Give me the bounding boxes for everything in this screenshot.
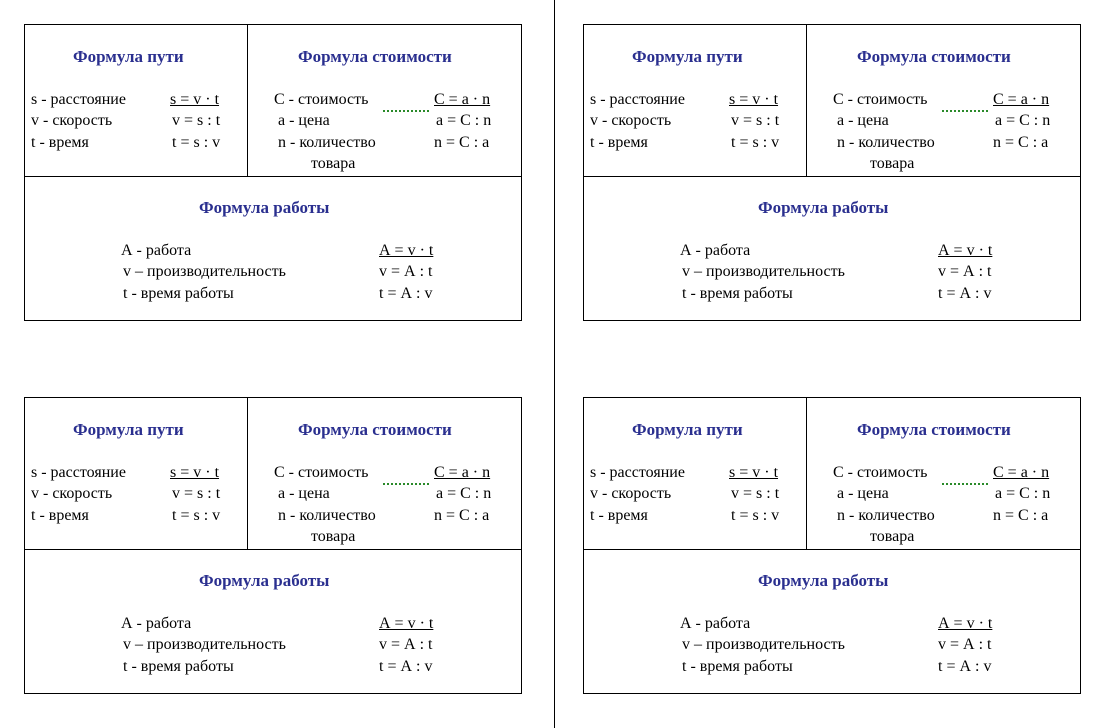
work-row-time-formula: t = А : v bbox=[379, 285, 433, 302]
path-row-speed-label: v - скорость bbox=[590, 485, 672, 502]
path-row-speed-formula: v = s : t bbox=[731, 485, 780, 502]
cost-row-goods-label: товара bbox=[870, 155, 915, 172]
cost-row-price-label: а - цена bbox=[837, 112, 889, 129]
cost-row-price-label: а - цена bbox=[278, 485, 330, 502]
cost-row-price-label: а - цена bbox=[837, 485, 889, 502]
cost-row-quantity-formula: n = C : a bbox=[434, 507, 490, 524]
work-row-productivity-label: v – производительность bbox=[123, 636, 286, 653]
cost-row-cost-formula: С = a · n bbox=[434, 464, 491, 481]
cost-row-goods-label: товара bbox=[311, 528, 356, 545]
column-divider bbox=[247, 398, 248, 549]
card-top-section bbox=[584, 398, 1080, 550]
path-row-distance-formula: s = v · t bbox=[170, 91, 220, 108]
path-row-distance-formula: s = v · t bbox=[170, 464, 220, 481]
work-formula-title: Формула работы bbox=[758, 198, 889, 217]
cost-formula-title: Формула стоимости bbox=[298, 47, 452, 66]
cost-row-cost-label: С - стоимость bbox=[833, 91, 928, 108]
formula-card bbox=[24, 397, 522, 694]
path-row-speed-formula: v = s : t bbox=[172, 485, 221, 502]
work-row-work-formula: А = v · t bbox=[938, 242, 993, 259]
work-formula-title: Формула работы bbox=[758, 571, 889, 590]
work-row-work-formula: А = v · t bbox=[938, 615, 993, 632]
cost-row-goods-label: товара bbox=[311, 155, 356, 172]
path-row-distance-formula: s = v · t bbox=[729, 464, 779, 481]
cost-row-cost-formula: С = a · n bbox=[993, 464, 1050, 481]
column-divider bbox=[806, 25, 807, 176]
path-row-time-formula: t = s : v bbox=[731, 507, 780, 524]
cost-formula-title: Формула стоимости bbox=[298, 420, 452, 439]
spellcheck-underline bbox=[942, 483, 988, 485]
work-row-time-label: t - время работы bbox=[123, 285, 234, 302]
path-row-speed-label: v - скорость bbox=[590, 112, 672, 129]
cost-row-price-formula: a = C : n bbox=[436, 485, 492, 502]
cost-row-cost-formula: С = a · n bbox=[993, 91, 1050, 108]
spellcheck-underline bbox=[383, 110, 429, 112]
work-row-productivity-formula: v = А : t bbox=[938, 263, 992, 280]
work-row-time-formula: t = А : v bbox=[938, 285, 992, 302]
cost-row-quantity-formula: n = C : a bbox=[993, 134, 1049, 151]
work-formula-title: Формула работы bbox=[199, 198, 330, 217]
formula-card bbox=[583, 397, 1081, 694]
cost-row-cost-label: С - стоимость bbox=[833, 464, 928, 481]
path-row-time-formula: t = s : v bbox=[172, 507, 221, 524]
column-divider bbox=[806, 398, 807, 549]
formula-card bbox=[24, 24, 522, 321]
work-row-time-label: t - время работы bbox=[123, 658, 234, 675]
work-row-productivity-formula: v = А : t bbox=[379, 636, 433, 653]
work-row-productivity-formula: v = А : t bbox=[938, 636, 992, 653]
card-top-section bbox=[25, 398, 521, 550]
cost-row-cost-formula: С = a · n bbox=[434, 91, 491, 108]
path-row-time-formula: t = s : v bbox=[172, 134, 221, 151]
work-row-time-formula: t = А : v bbox=[938, 658, 992, 675]
card-top-section bbox=[584, 25, 1080, 177]
path-formula-title: Формула пути bbox=[73, 420, 184, 439]
cost-row-price-formula: a = C : n bbox=[995, 485, 1051, 502]
cost-row-quantity-formula: n = C : a bbox=[434, 134, 490, 151]
work-row-productivity-label: v – производительность bbox=[682, 263, 845, 280]
work-row-productivity-label: v – производительность bbox=[682, 636, 845, 653]
path-formula-title: Формула пути bbox=[632, 47, 743, 66]
path-row-speed-label: v - скорость bbox=[31, 112, 113, 129]
work-row-time-label: t - время работы bbox=[682, 658, 793, 675]
path-row-time-label: t - время bbox=[590, 507, 648, 524]
cost-row-quantity-label: n - количество bbox=[837, 507, 935, 524]
path-row-speed-formula: v = s : t bbox=[731, 112, 780, 129]
cost-row-price-formula: a = C : n bbox=[995, 112, 1051, 129]
column-divider bbox=[247, 25, 248, 176]
cost-formula-title: Формула стоимости bbox=[857, 420, 1011, 439]
formula-card bbox=[583, 24, 1081, 321]
page-divider bbox=[554, 0, 555, 728]
work-row-work-label: А - работа bbox=[680, 615, 751, 632]
cost-row-quantity-label: n - количество bbox=[837, 134, 935, 151]
path-row-distance-formula: s = v · t bbox=[729, 91, 779, 108]
card-top-section bbox=[25, 25, 521, 177]
path-row-speed-label: v - скорость bbox=[31, 485, 113, 502]
path-row-distance-label: s - расстояние bbox=[590, 91, 685, 108]
path-row-distance-label: s - расстояние bbox=[31, 91, 126, 108]
path-row-time-formula: t = s : v bbox=[731, 134, 780, 151]
work-row-work-formula: А = v · t bbox=[379, 615, 434, 632]
path-row-distance-label: s - расстояние bbox=[590, 464, 685, 481]
cost-row-quantity-formula: n = C : a bbox=[993, 507, 1049, 524]
path-formula-title: Формула пути bbox=[73, 47, 184, 66]
work-row-time-formula: t = А : v bbox=[379, 658, 433, 675]
cost-row-cost-label: С - стоимость bbox=[274, 91, 369, 108]
work-row-work-formula: А = v · t bbox=[379, 242, 434, 259]
work-formula-title: Формула работы bbox=[199, 571, 330, 590]
work-row-productivity-label: v – производительность bbox=[123, 263, 286, 280]
cost-row-goods-label: товара bbox=[870, 528, 915, 545]
path-row-time-label: t - время bbox=[31, 507, 89, 524]
work-row-productivity-formula: v = А : t bbox=[379, 263, 433, 280]
cost-row-quantity-label: n - количество bbox=[278, 507, 376, 524]
path-formula-title: Формула пути bbox=[632, 420, 743, 439]
work-row-time-label: t - время работы bbox=[682, 285, 793, 302]
cost-row-price-label: а - цена bbox=[278, 112, 330, 129]
path-row-time-label: t - время bbox=[31, 134, 89, 151]
cost-row-price-formula: a = C : n bbox=[436, 112, 492, 129]
work-row-work-label: А - работа bbox=[121, 242, 192, 259]
cost-row-cost-label: С - стоимость bbox=[274, 464, 369, 481]
cost-row-quantity-label: n - количество bbox=[278, 134, 376, 151]
spellcheck-underline bbox=[383, 483, 429, 485]
path-row-speed-formula: v = s : t bbox=[172, 112, 221, 129]
path-row-time-label: t - время bbox=[590, 134, 648, 151]
path-row-distance-label: s - расстояние bbox=[31, 464, 126, 481]
work-row-work-label: А - работа bbox=[121, 615, 192, 632]
cost-formula-title: Формула стоимости bbox=[857, 47, 1011, 66]
work-row-work-label: А - работа bbox=[680, 242, 751, 259]
spellcheck-underline bbox=[942, 110, 988, 112]
